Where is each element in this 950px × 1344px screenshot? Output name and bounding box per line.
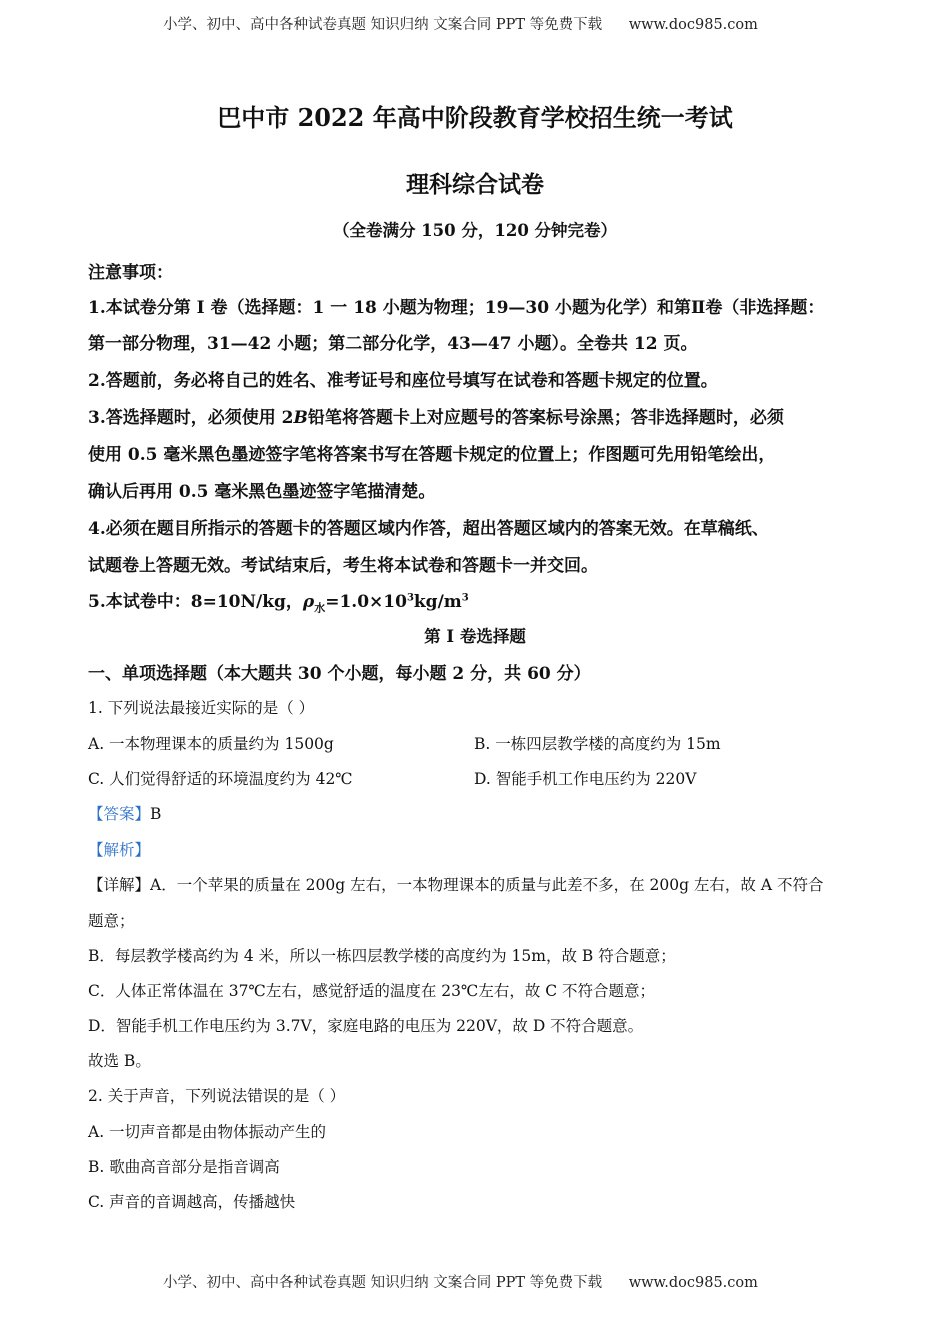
notice-line: 确认后再用 0.5 毫米黑色墨迹签字笔描清楚。 xyxy=(88,482,436,502)
q1-option-c: C. 人们觉得舒适的环境温度约为 42℃ xyxy=(88,770,353,788)
notice-heading: 注意事项： xyxy=(88,263,173,283)
detail-line: 故选 B。 xyxy=(88,1052,151,1070)
page-footer xyxy=(163,1271,758,1292)
notice-line5-water: 水 xyxy=(314,601,326,615)
notice-line: 2.答题前，务必将自己的姓名、准考证号和座位号填写在试卷和答题卡规定的位置。 xyxy=(88,371,718,391)
notice-line3-rest: 铅笔将答题卡上对应题号的答案标号涂黑；答非选择题时，必须 xyxy=(307,408,784,428)
part-title: 一、单项选择题（本大题共 30 个小题，每小题 2 分，共 60 分） xyxy=(88,664,591,684)
answer-tag: 【答案】 xyxy=(88,805,151,823)
notice-line3-italic: B xyxy=(293,408,308,428)
q2-option-c: C. 声音的音调越高，传播越快 xyxy=(88,1193,296,1211)
notice-line xyxy=(88,403,784,428)
answer-value: B xyxy=(150,805,162,823)
notice-line: 4.必须在题目所指示的答题卡的答题区域内作答，超出答题区域内的答案无效。在草稿纸、 xyxy=(88,519,769,539)
detail-text: A．一个苹果的质量在 200g 左右，一本物理课本的质量与此差不多，在 200g 左右，故 A 不符合 xyxy=(150,876,824,894)
detail-line: B．每层教学楼高约为 4 米，所以一栋四层教学楼的高度约为 15m，故 B 符合题意； xyxy=(88,947,676,965)
detail-line: D．智能手机工作电压约为 3.7V，家庭电路的电压为 220V，故 D 不符合题意。 xyxy=(88,1017,644,1035)
section-title: 第 I 卷选择题 xyxy=(424,627,526,646)
detail-line: C．人体正常体温在 37℃左右，感觉舒适的温度在 23℃左右，故 C 不符合题意； xyxy=(88,982,656,1000)
notice-line5-a: 5.本试卷中：8=10N/kg， xyxy=(88,592,303,612)
header-url[interactable]: www.doc985.com xyxy=(628,17,758,33)
notice-line5-exp: 3 xyxy=(406,592,414,604)
q2-stem: 2. 关于声音，下列说法错误的是（ ） xyxy=(88,1087,346,1105)
notice-line5-b: =1.0×10 xyxy=(325,592,407,612)
footer-url[interactable]: www.doc985.com xyxy=(628,1275,758,1291)
q2-option-b: B. 歌曲高音部分是指音调高 xyxy=(88,1158,280,1176)
q1-option-b: B. 一栋四层教学楼的高度约为 15m xyxy=(474,735,721,753)
exam-subtitle: 理科综合试卷 xyxy=(406,171,544,198)
header-text: 小学、初中、高中各种试卷真题 知识归纳 文案合同 PPT 等免费下载 xyxy=(163,17,603,33)
detail-tag: 【详解】 xyxy=(88,876,151,894)
analysis-tag: 【解析】 xyxy=(88,841,151,859)
exam-title: 巴中市 2022 年高中阶段教育学校招生统一考试 xyxy=(217,103,733,132)
notice-line5-c: kg/m xyxy=(413,592,462,612)
q1-option-d: D. 智能手机工作电压约为 220V xyxy=(474,770,697,788)
footer-text: 小学、初中、高中各种试卷真题 知识归纳 文案合同 PPT 等免费下载 xyxy=(163,1275,603,1291)
notice-line5-exp2: 3 xyxy=(461,592,469,604)
exam-info: （全卷满分 150 分，120 分钟完卷） xyxy=(332,221,618,240)
notice-line: 使用 0.5 毫米黑色墨迹签字笔将答案书写在答题卡规定的位置上；作图题可先用铅笔绘出， xyxy=(88,445,776,465)
q1-option-a: A. 一本物理课本的质量约为 1500g xyxy=(88,735,334,753)
q2-option-a: A. 一切声音都是由物体振动产生的 xyxy=(88,1123,327,1141)
notice-line: 第一部分物理，31—42 小题；第二部分化学，43—47 小题）。全卷共 12 页。 xyxy=(88,334,698,354)
q1-stem: 1. 下列说法最接近实际的是（ ） xyxy=(88,699,315,717)
detail-line: 题意； xyxy=(88,912,135,930)
notice-line5-rho: ρ xyxy=(302,592,315,612)
q1-answer xyxy=(88,802,161,824)
notice-line xyxy=(88,587,469,615)
notice-line: 1.本试卷分第 I 卷（选择题：1 一 18 小题为物理；19—30 小题为化学）和第Ⅱ卷（非选择题： xyxy=(88,298,825,318)
detail-line xyxy=(88,873,823,895)
notice-line: 试题卷上答题无效。考试结束后，考生将本试卷和答题卡一并交回。 xyxy=(88,556,598,576)
page-header xyxy=(163,13,758,34)
notice-line3-prefix: 3.答选择题时，必须使用 2 xyxy=(88,408,294,428)
